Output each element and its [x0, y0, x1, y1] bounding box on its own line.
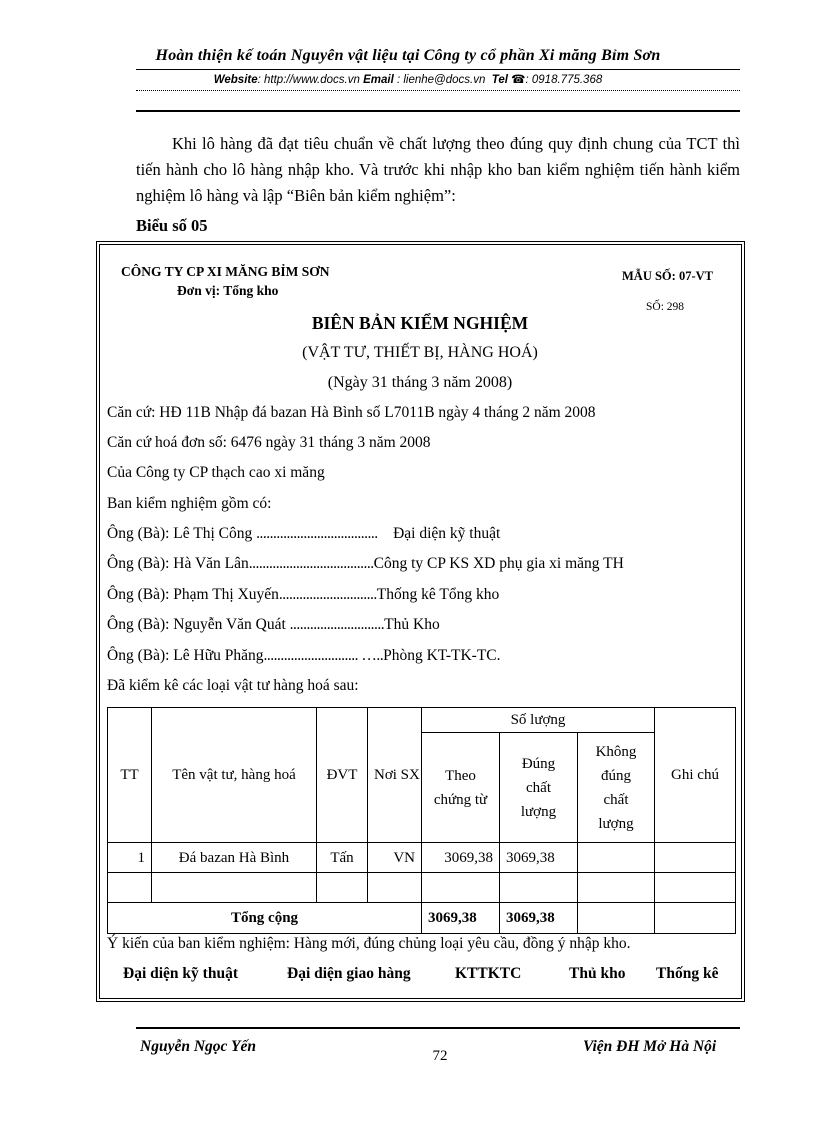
footer-author: Nguyễn Ngọc Yến	[140, 1038, 256, 1055]
committee-member: Ông (Bà): Hà Văn Lân.....................................Công ty CP KS XD phụ gia xi măng TH	[107, 555, 624, 572]
table-header-row	[108, 708, 736, 733]
header-rule	[136, 69, 740, 70]
footer-rule	[136, 1027, 740, 1029]
col-header-tt: TT	[108, 708, 152, 843]
page-number: 72	[432, 1048, 448, 1064]
signature-storekeeper: Thủ kho	[569, 965, 626, 982]
website-value[interactable]: : http://www.docs.vn	[257, 74, 360, 86]
committee-member: Ông (Bà): Lê Hữu Phăng............................ …..Phòng KT-TK-TC.	[107, 647, 501, 664]
cell-name: Đá bazan Hà Bình	[152, 843, 317, 873]
form-subtitle: (VẬT TƯ, THIẾT BỊ, HÀNG HOÁ)	[302, 344, 538, 361]
committee-member: Ông (Bà): Nguyễn Văn Quát ............................Thủ Kho	[107, 616, 440, 633]
table-row	[108, 843, 736, 873]
cell-note	[655, 843, 736, 873]
website-label: Website	[213, 74, 258, 86]
col-header-per-document: Theo chứng từ	[422, 733, 500, 843]
col-header-quality-not-ok: Không đúng chất lượng	[578, 733, 655, 843]
signature-statistics: Thống kê	[656, 965, 719, 982]
form-date: (Ngày 31 tháng 3 năm 2008)	[327, 374, 513, 391]
unit-name: Đơn vị: Tổng kho	[177, 283, 279, 298]
template-number: MẪU SỐ: 07-VT	[622, 269, 713, 283]
document-number: SỐ: 298	[646, 301, 685, 313]
committee-opinion: Ý kiến của ban kiểm nghiệm: Hàng mới, đúng chủng loại yêu cầu, đồng ý nhập kho.	[107, 935, 631, 952]
table-row-empty	[108, 873, 736, 903]
email-label: Email	[363, 74, 394, 86]
tel-label: Tel	[491, 74, 508, 86]
inventory-table	[107, 707, 736, 934]
cell-origin: VN	[368, 843, 422, 873]
cell-tt: 1	[108, 843, 152, 873]
table-total-row	[108, 903, 736, 934]
basis-contract: Căn cứ: HĐ 11B Nhập đá bazan Hà Bình số L7011B ngày 4 tháng 2 năm 2008	[107, 404, 596, 421]
tel-value: : 0918.775.368	[525, 74, 603, 86]
phone-icon: ☎	[511, 74, 526, 86]
col-header-name: Tên vật tư, hàng hoá	[152, 708, 317, 843]
intro-paragraph: Khi lô hàng đã đạt tiêu chuẩn về chất lượng theo đúng quy định chung của TCT thì tiến hành cho lô hàng nhập kho. Và trước khi nhập kho ban kiểm nghiệm tiến hành kiểm nghiệm lô hàng và lập “Biên bản kiểm nghiệm”:	[136, 134, 740, 205]
exhibit-label: Biểu số 05	[136, 216, 208, 235]
total-qty-doc: 3069,38	[422, 903, 500, 934]
total-qty-ok: 3069,38	[500, 903, 578, 934]
committee-member: Ông (Bà): Lê Thị Công .................................... Đại diện kỹ thuật	[107, 525, 501, 542]
cell-unit: Tấn	[317, 843, 368, 873]
col-header-unit: ĐVT	[317, 708, 368, 843]
form-title: BIÊN BẢN KIỂM NGHIỆM	[311, 313, 529, 333]
cell-qty-doc: 3069,38	[422, 843, 500, 873]
committee-member: Ông (Bà): Phạm Thị Xuyến.............................Thống kê Tổng kho	[107, 586, 500, 603]
col-header-origin: Nơi SX	[368, 708, 422, 843]
company-name: CÔNG TY CP XI MĂNG BỈM SƠN	[121, 264, 330, 279]
col-header-note: Ghi chú	[655, 708, 736, 843]
header-dotted-rule	[136, 90, 740, 91]
signature-delivery-rep: Đại diện giao hàng	[287, 965, 411, 982]
total-label: Tổng cộng	[108, 903, 422, 934]
cell-qty-ok: 3069,38	[500, 843, 578, 873]
signature-technical-rep: Đại diện kỹ thuật	[123, 965, 238, 982]
basis-supplier: Của Công ty CP thạch cao xi măng	[107, 464, 325, 481]
col-header-quantity: Số lượng	[422, 708, 655, 733]
header-contact	[0, 72, 816, 86]
footer-institution: Viện ĐH Mở Hà Nội	[583, 1038, 717, 1055]
col-header-quality-ok: Đúng chất lượng	[500, 733, 578, 843]
inventory-label: Đã kiểm kê các loại vật tư hàng hoá sau:	[107, 677, 359, 694]
running-header-title: Hoàn thiện kế toán Nguyên vật liệu tại Công ty cổ phần Xi măng Bỉm Sơn	[155, 47, 661, 64]
header-rule-bottom	[136, 110, 740, 112]
cell-qty-not-ok	[578, 843, 655, 873]
committee-label: Ban kiểm nghiệm gồm có:	[107, 495, 272, 512]
email-value[interactable]: : lienhe@docs.vn	[393, 74, 486, 86]
basis-invoice: Căn cứ hoá đơn số: 6476 ngày 31 tháng 3 năm 2008	[107, 434, 431, 451]
signature-accounting: KTTKTC	[455, 965, 522, 982]
